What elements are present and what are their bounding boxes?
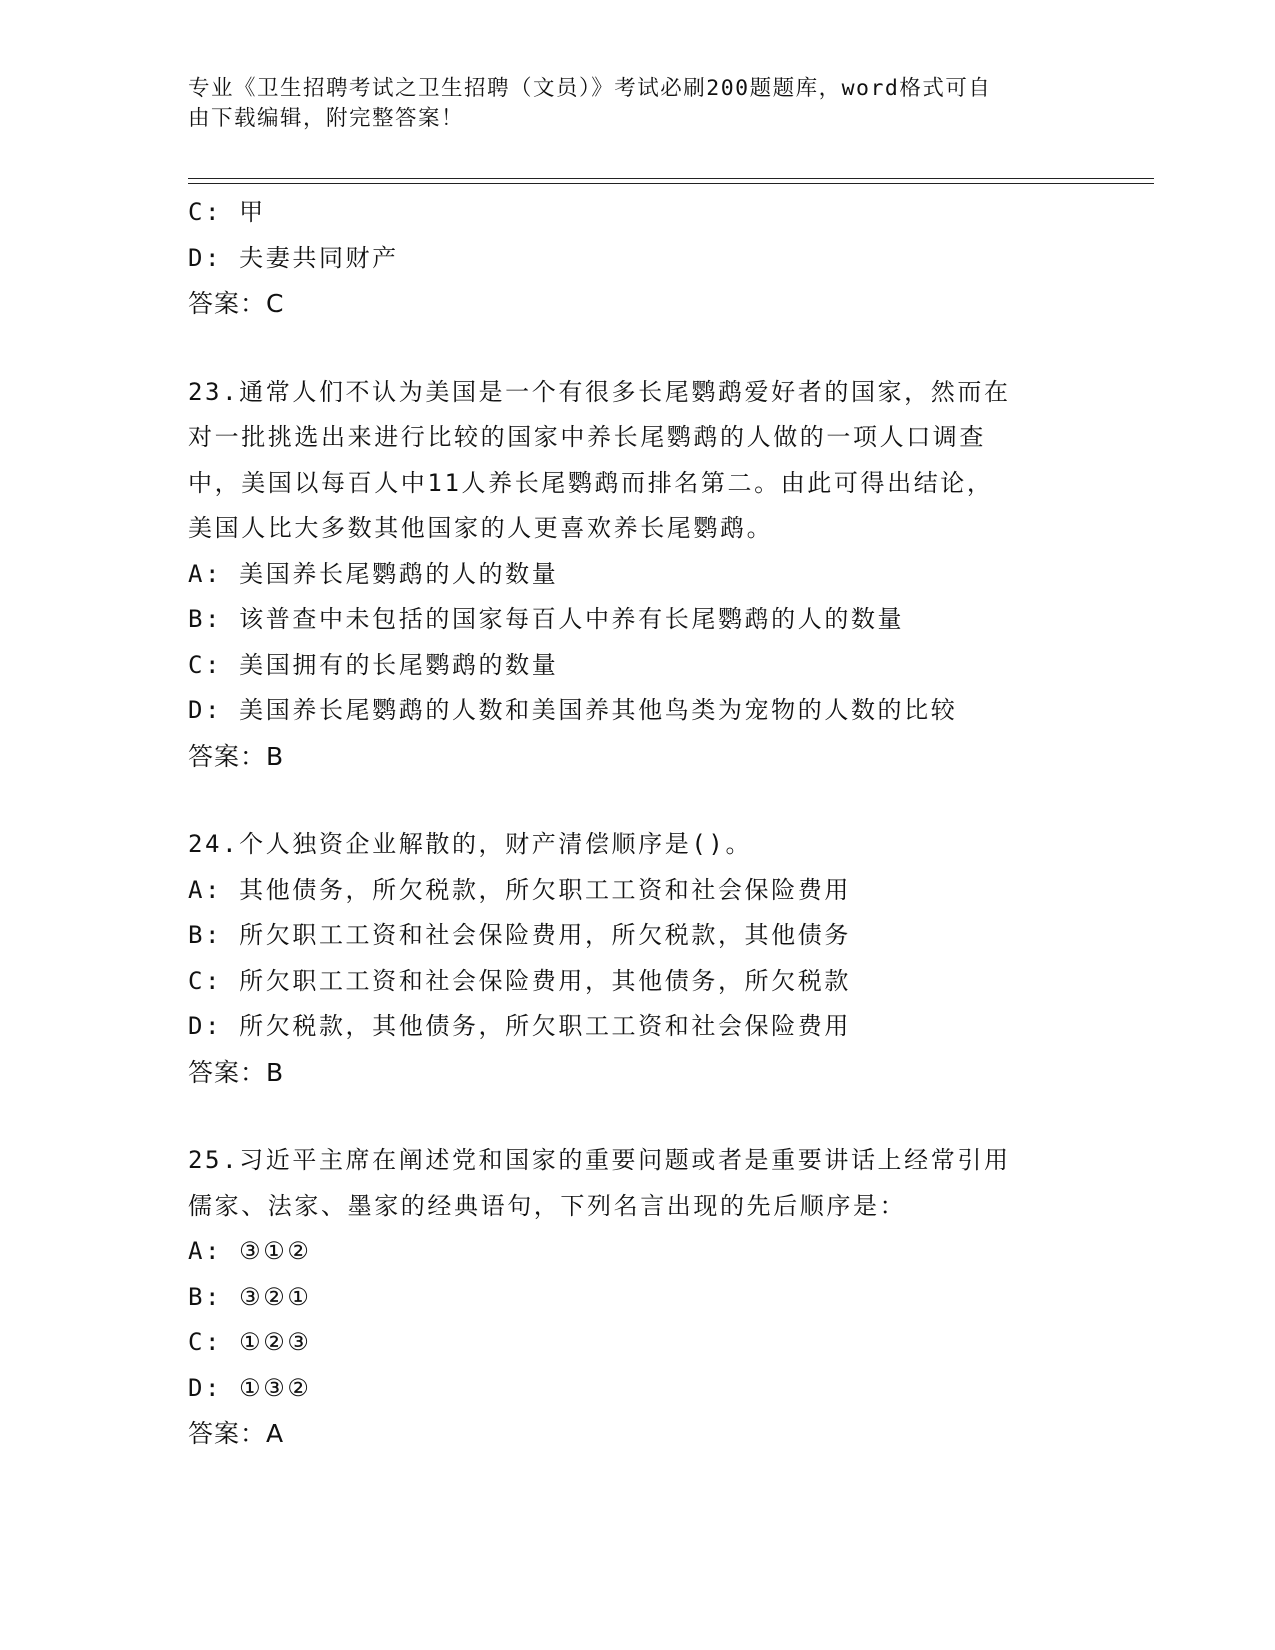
- answer-line: 答案：C: [188, 289, 285, 318]
- question-stem: [188, 822, 1088, 868]
- option-d: D: 美国养长尾鹦鹉的人数和美国养其他鸟类为宠物的人数的比较: [188, 696, 958, 724]
- option-d: D: 所欠税款，其他债务，所欠职工工资和社会保险费用: [188, 1012, 851, 1040]
- option-a: A: ③①②: [188, 1237, 312, 1265]
- option-d: D: 夫妻共同财产: [188, 243, 399, 272]
- question-stem: [188, 370, 1088, 552]
- question-25: [188, 1138, 1088, 1457]
- stem-line: 儒家、法家、墨家的经典语句，下列名言出现的先后顺序是：: [188, 1191, 907, 1220]
- header-divider: [188, 178, 1154, 184]
- option-c: C: 所欠职工工资和社会保险费用，其他债务，所欠税款: [188, 966, 851, 995]
- question-stem: [188, 1138, 1088, 1229]
- document-header: [188, 74, 1068, 134]
- answer-line: 答案：B: [188, 741, 285, 771]
- stem-line: 对一批挑选出来进行比较的国家中养长尾鹦鹉的人做的一项人口调查: [188, 423, 986, 451]
- header-line-2: 由下载编辑，附完整答案！: [188, 106, 465, 131]
- question-22-continued: [188, 190, 1088, 327]
- header-line-1: 专业《卫生招聘考试之卫生招聘（文员）》考试必刷200题题库，word格式可自: [188, 76, 992, 101]
- option-b: B: 该普查中未包括的国家每百人中养有长尾鹦鹉的人的数量: [188, 605, 905, 633]
- document-body: [188, 190, 1088, 1457]
- option-c: C: 美国拥有的长尾鹦鹉的数量: [188, 650, 559, 679]
- option-d: D: ①③②: [188, 1373, 312, 1402]
- option-a: A: 美国养长尾鹦鹉的人的数量: [188, 559, 559, 588]
- stem-line: 24.个人独资企业解散的，财产清偿顺序是()。: [188, 830, 753, 858]
- question-23: [188, 370, 1088, 780]
- stem-line: 23.通常人们不认为美国是一个有很多长尾鹦鹉爱好者的国家，然而在: [188, 377, 1011, 406]
- spacer: [188, 1095, 1088, 1138]
- answer-line: 答案：B: [188, 1057, 285, 1087]
- spacer: [188, 779, 1088, 822]
- question-24: [188, 822, 1088, 1095]
- stem-line: 25.习近平主席在阐述党和国家的重要问题或者是重要讲话上经常引用: [188, 1146, 1011, 1174]
- option-b: B: ③②①: [188, 1282, 312, 1311]
- option-a: A: 其他债务，所欠税款，所欠职工工资和社会保险费用: [188, 875, 851, 904]
- option-c: C: ①②③: [188, 1328, 312, 1356]
- spacer: [188, 327, 1088, 370]
- option-b: B: 所欠职工工资和社会保险费用，所欠税款，其他债务: [188, 921, 851, 949]
- option-c: C: 甲: [188, 198, 266, 226]
- stem-line: 中，美国以每百人中11人养长尾鹦鹉而排名第二。由此可得出结论，: [188, 468, 994, 497]
- stem-line: 美国人比大多数其他国家的人更喜欢养长尾鹦鹉。: [188, 514, 774, 542]
- answer-line: 答案：A: [188, 1419, 285, 1448]
